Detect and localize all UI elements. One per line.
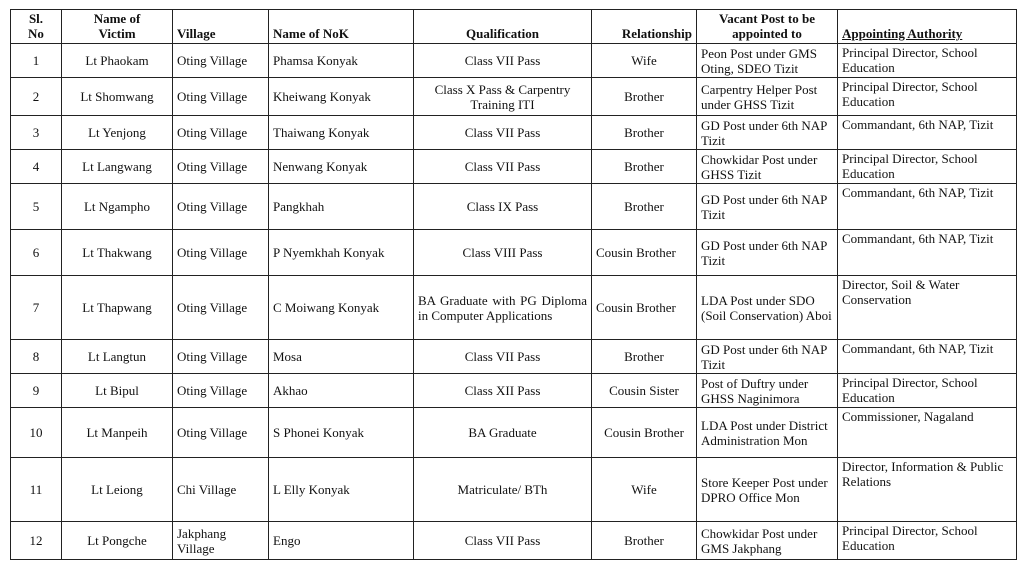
cell-sl: 4 [11, 150, 62, 184]
cell-village: Oting Village [173, 276, 269, 340]
cell-relationship: Wife [592, 44, 697, 78]
cell-nok: Pangkhah [269, 184, 414, 230]
cell-nok: Mosa [269, 340, 414, 374]
cell-relationship: Cousin Sister [592, 374, 697, 408]
cell-victim: Lt Langwang [62, 150, 173, 184]
cell-victim: Lt Thakwang [62, 230, 173, 276]
cell-victim: Lt Leiong [62, 458, 173, 522]
table-row [11, 230, 1017, 276]
document-page [10, 9, 1016, 560]
cell-nok: Thaiwang Konyak [269, 116, 414, 150]
cell-nok: S Phonei Konyak [269, 408, 414, 458]
table-row [11, 408, 1017, 458]
cell-relationship: Brother [592, 78, 697, 116]
table-row [11, 458, 1017, 522]
cell-post: Chowkidar Post under GMS Jakphang [697, 522, 838, 560]
table-row [11, 44, 1017, 78]
table-row [11, 276, 1017, 340]
cell-qualification: Class VII Pass [414, 150, 592, 184]
cell-sl: 10 [11, 408, 62, 458]
cell-authority: Director, Soil & Water Conservation [838, 276, 1017, 340]
header-qualification: Qualification [414, 10, 592, 44]
cell-sl: 2 [11, 78, 62, 116]
cell-qualification: Class IX Pass [414, 184, 592, 230]
cell-victim: Lt Ngampho [62, 184, 173, 230]
header-nok: Name of NoK [269, 10, 414, 44]
cell-village: Oting Village [173, 184, 269, 230]
cell-victim: Lt Pongche [62, 522, 173, 560]
cell-nok: Nenwang Konyak [269, 150, 414, 184]
cell-authority: Commandant, 6th NAP, Tizit [838, 230, 1017, 276]
table-row [11, 522, 1017, 560]
header-authority-text: Appointing Authority [842, 26, 963, 41]
cell-sl: 8 [11, 340, 62, 374]
cell-victim: Lt Shomwang [62, 78, 173, 116]
cell-nok: Akhao [269, 374, 414, 408]
cell-relationship: Brother [592, 340, 697, 374]
cell-relationship: Wife [592, 458, 697, 522]
cell-post: Peon Post under GMS Oting, SDEO Tizit [697, 44, 838, 78]
header-row [11, 10, 1017, 44]
cell-qualification: Matriculate/ BTh [414, 458, 592, 522]
cell-village: Oting Village [173, 408, 269, 458]
table-row [11, 150, 1017, 184]
cell-village: Oting Village [173, 374, 269, 408]
victims-table [10, 9, 1017, 560]
cell-village: Oting Village [173, 340, 269, 374]
table-row [11, 374, 1017, 408]
cell-authority: Principal Director, School Education [838, 374, 1017, 408]
cell-relationship: Brother [592, 116, 697, 150]
header-sl: Sl. No [11, 10, 62, 44]
cell-post: GD Post under 6th NAP Tizit [697, 230, 838, 276]
cell-sl: 12 [11, 522, 62, 560]
table-row [11, 340, 1017, 374]
cell-authority: Commandant, 6th NAP, Tizit [838, 340, 1017, 374]
cell-post: Chowkidar Post under GHSS Tizit [697, 150, 838, 184]
cell-qualification: Class VII Pass [414, 340, 592, 374]
cell-qualification: Class VII Pass [414, 522, 592, 560]
cell-village: Oting Village [173, 78, 269, 116]
table-row [11, 184, 1017, 230]
cell-nok: Kheiwang Konyak [269, 78, 414, 116]
header-victim: Name of Victim [62, 10, 173, 44]
cell-qualification: Class VIII Pass [414, 230, 592, 276]
cell-village: Oting Village [173, 230, 269, 276]
header-authority [838, 10, 1017, 44]
cell-village: Oting Village [173, 116, 269, 150]
cell-village: Oting Village [173, 150, 269, 184]
cell-post: Post of Duftry under GHSS Naginimora [697, 374, 838, 408]
cell-victim: Lt Manpeih [62, 408, 173, 458]
cell-village: Oting Village [173, 44, 269, 78]
cell-post: Carpentry Helper Post under GHSS Tizit [697, 78, 838, 116]
cell-post: LDA Post under District Administration Mon [697, 408, 838, 458]
cell-qualification: Class VII Pass [414, 44, 592, 78]
cell-post: Store Keeper Post under DPRO Office Mon [697, 458, 838, 522]
table-body [11, 44, 1017, 560]
cell-authority: Commissioner, Nagaland [838, 408, 1017, 458]
cell-post: GD Post under 6th NAP Tizit [697, 116, 838, 150]
header-village: Village [173, 10, 269, 44]
cell-authority: Principal Director, School Education [838, 522, 1017, 560]
cell-nok: L Elly Konyak [269, 458, 414, 522]
cell-qualification: BA Graduate [414, 408, 592, 458]
cell-sl: 1 [11, 44, 62, 78]
cell-victim: Lt Yenjong [62, 116, 173, 150]
table-row [11, 116, 1017, 150]
header-relationship: Relationship [592, 10, 697, 44]
cell-nok: Engo [269, 522, 414, 560]
cell-sl: 6 [11, 230, 62, 276]
cell-sl: 7 [11, 276, 62, 340]
cell-village: Jakphang Village [173, 522, 269, 560]
cell-nok: P Nyemkhah Konyak [269, 230, 414, 276]
cell-victim: Lt Phaokam [62, 44, 173, 78]
cell-authority: Principal Director, School Education [838, 150, 1017, 184]
cell-post: GD Post under 6th NAP Tizit [697, 340, 838, 374]
cell-victim: Lt Thapwang [62, 276, 173, 340]
cell-authority: Commandant, 6th NAP, Tizit [838, 184, 1017, 230]
cell-nok: Phamsa Konyak [269, 44, 414, 78]
cell-relationship: Brother [592, 184, 697, 230]
cell-sl: 11 [11, 458, 62, 522]
cell-qualification: Class XII Pass [414, 374, 592, 408]
cell-authority: Commandant, 6th NAP, Tizit [838, 116, 1017, 150]
cell-authority: Director, Information & Public Relations [838, 458, 1017, 522]
cell-authority: Principal Director, School Education [838, 44, 1017, 78]
header-post: Vacant Post to be appointed to [697, 10, 838, 44]
cell-sl: 5 [11, 184, 62, 230]
cell-victim: Lt Bipul [62, 374, 173, 408]
cell-relationship: Cousin Brother [592, 408, 697, 458]
cell-relationship: Brother [592, 522, 697, 560]
cell-relationship: Cousin Brother [592, 276, 697, 340]
cell-qualification: Class VII Pass [414, 116, 592, 150]
cell-village: Chi Village [173, 458, 269, 522]
cell-qualification: Class X Pass & Carpentry Training ITI [414, 78, 592, 116]
cell-nok: C Moiwang Konyak [269, 276, 414, 340]
cell-relationship: Cousin Brother [592, 230, 697, 276]
cell-qualification: BA Graduate with PG Diploma in Computer Applications [414, 276, 592, 340]
cell-authority: Principal Director, School Education [838, 78, 1017, 116]
cell-sl: 9 [11, 374, 62, 408]
table-row [11, 78, 1017, 116]
cell-victim: Lt Langtun [62, 340, 173, 374]
cell-sl: 3 [11, 116, 62, 150]
cell-post: LDA Post under SDO (Soil Conservation) Aboi [697, 276, 838, 340]
cell-relationship: Brother [592, 150, 697, 184]
cell-post: GD Post under 6th NAP Tizit [697, 184, 838, 230]
